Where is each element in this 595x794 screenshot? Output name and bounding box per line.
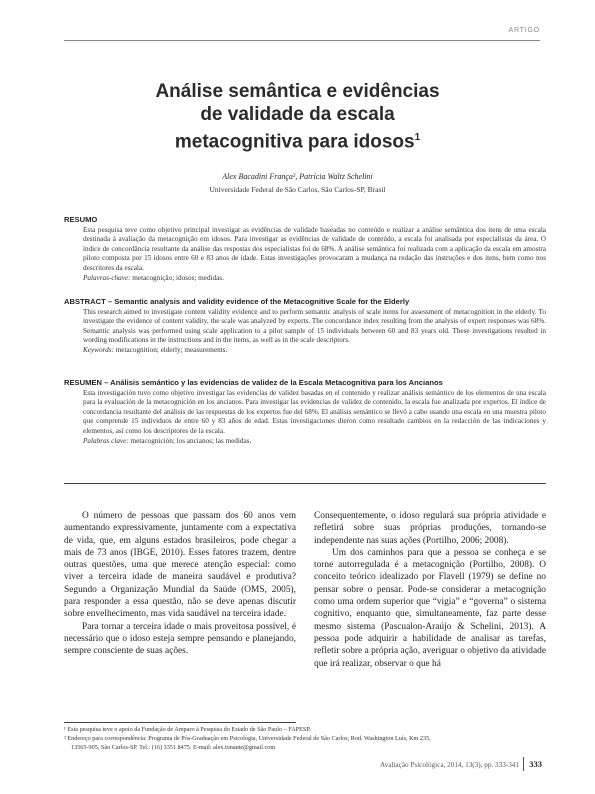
title-line-2: de validade da escala	[200, 104, 395, 125]
body-column-right	[314, 510, 546, 670]
section-label: ARTIGO	[508, 27, 540, 34]
resumen-body-wrap	[64, 389, 546, 447]
footnote-rule	[64, 722, 296, 723]
resumen-block	[64, 378, 546, 446]
abstract-block	[64, 297, 546, 356]
abstract-keywords-text: metacognition; elderly; measurements.	[115, 345, 228, 354]
resumo-keywords	[83, 274, 546, 284]
resumen-keywords-label: Palabras clave:	[83, 436, 129, 445]
abstract-keywords	[83, 346, 546, 356]
authors: Alex Bacadini França², Patrícia Waltz Schelini	[222, 172, 373, 181]
resumo-heading: RESUMO	[64, 215, 98, 224]
resumo-body-wrap	[64, 226, 546, 284]
title-line-3: metacognitiva para idosos$^1$	[174, 131, 421, 153]
journal-citation: Avaliação Psicológica, 2014, 13(3), pp. 333-341	[380, 761, 519, 769]
resumen-body: Esta investigación tuvo como objetivo investigar las evidencias de validez basadas en el contenido y realizar análisis semántico de los elementos de una escala para la evaluación de la metacognición en los ancianos. Para investigar las evidencias de validez de contenido, la escala fue analizada por expertos. El índice de concordancia resultante del análisis de las respuestas de los expertos fue del 68%. El análisis semántico se llevó a cabo usando una escala en una muestra piloto que comprende 15 individuos de entre 60 y 83 años de edad. Estas investigaciones dieron como resultado cambios en la redacción de las indicaciones y elementos, así como los descriptores de la escala.	[83, 388, 546, 435]
footnotes	[64, 726, 546, 753]
abstract-body-wrap	[64, 308, 546, 356]
resumo-keywords-text: metacognição; idosos; medidas.	[132, 273, 224, 282]
article-title	[0, 80, 595, 153]
title-footnote-mark: 1	[414, 132, 421, 143]
abstract-heading: ABSTRACT – Semantic analysis and validity evidence of the Metacognitive Scale for the Elderly	[64, 297, 410, 306]
body-paragraph: Para tornar a terceira idade o mais proveitosa possível, é necessário que o idoso esteja sempre pensando e planejando, sempre consciente de suas ações.	[64, 621, 296, 657]
resumen-heading: RESUMEN – Análisis semántico y las evidencias de validez de la Escala Metacognitiva para los Ancianos	[64, 378, 443, 387]
footnote-1: ¹ Esta pesquisa teve o apoio da Fundação de Amparo à Pesquisa do Estado de São Paulo – FAPESP.	[64, 726, 311, 733]
body-paragraph: Consequentemente, o idoso regulará sua própria atividade e refletirá sobre suas próprias produções, tornando-se independente nas suas ações (Portilho, 2006; 2008).	[314, 511, 546, 546]
title-line-1: Análise semântica e evidências	[155, 81, 440, 102]
footnote-2: ² Endereço para correspondência: Programa de Pós-Graduação em Psicologia, Universidade Federal de São Carlos, Rod. Washington Luís, Km 235,	[64, 735, 431, 742]
affiliation: Universidade Federal de São Carlos, São Carlos-SP, Brasil	[209, 185, 386, 194]
abstract-body: This research aimed to investigate content validity evidence and to perform semantic analysis of scale items for assessment of metacognition in the elderly. To investigate the evidence of content validity, the scale was analyzed by experts. The concordance index resulting from the analysis of expert responses was 68%. Semantic analysis was performed using scale application to a pilot sample of 15 individuals between 60 and 83 years old. These investigations resulted in wording modifications in the instructions and in the items, as well as in the scale descriptors.	[83, 307, 546, 345]
body-paragraph: O número de pessoas que passam dos 60 anos vem aumentando expressivamente, juntamente com a expectativa de vida, que, em alguns estados brasileiros, pode chegar a mais de 73 anos (IBGE, 2010). Esses fatores trazem, dentre outras questões, uma que merece atenção especial: como viver a terceira idade de maneira saudável e produtiva? Segundo a Organização Mundial da Saúde (OMS, 2005), para responder a essa questão, não se deve apenas discutir sobre envelhecimento, mas vida saudável na terceira idade.	[64, 511, 296, 620]
body-column-left	[64, 510, 296, 658]
resumo-body: Esta pesquisa teve como objetivo principal investigar as evidências de validade baseadas no conteúdo e realizar a análise semântica dos itens de uma escala destinada à avaliação da metacognição em idosos. Para investigar as evidências de validade de conteúdo, a escala foi analisada por especialistas da área. O índice de concordância resultante da análise das respostas dos especialistas foi de 68%. A análise semântica foi realizada com a aplicação da escala em amostra piloto composta por 15 idosos entre 60 e 83 anos de idade. Estas investigações provocaram a mudança na redação das instruções e dos itens, bem como nos descritores da escala.	[83, 225, 546, 272]
abstract-keywords-label: Keywords:	[83, 345, 114, 354]
resumo-keywords-label: Palavras-chave:	[83, 273, 131, 282]
abstract-divider	[64, 483, 546, 484]
resumen-keywords-text: metacognición; los ancianos; las medidas.	[130, 436, 252, 445]
body-paragraph: Um dos caminhos para que a pessoa se conheça e se torne autorregulada é a metacognição (Portilho, 2008). O conceito teórico idealizado por Flavell (1979) se define no pensar sobre o pensar. Pode-se considerar a metacognição como uma ordem superior que “vigia” e “governa” o sistema cognitivo, enquanto que, simultaneamente, faz parte desse mesmo sistema (Pascualon-Araújo & Schelini, 2013). A pessoa pode adquirir a habilidade de analisar as tarefas, refletir sobre a própria ação, averiguar o objetivo da atividade que irá realizar, observar o que há	[314, 547, 546, 669]
resumen-keywords	[83, 437, 546, 447]
footnote-2-continued: 13565-905, São Carlos-SP. Tel.: (16) 3351 8475. E-mail: alex.tonante@gmail.com	[71, 744, 276, 751]
header-rule	[64, 40, 540, 41]
resumo-block	[64, 215, 546, 283]
page-number: 333	[523, 757, 542, 771]
